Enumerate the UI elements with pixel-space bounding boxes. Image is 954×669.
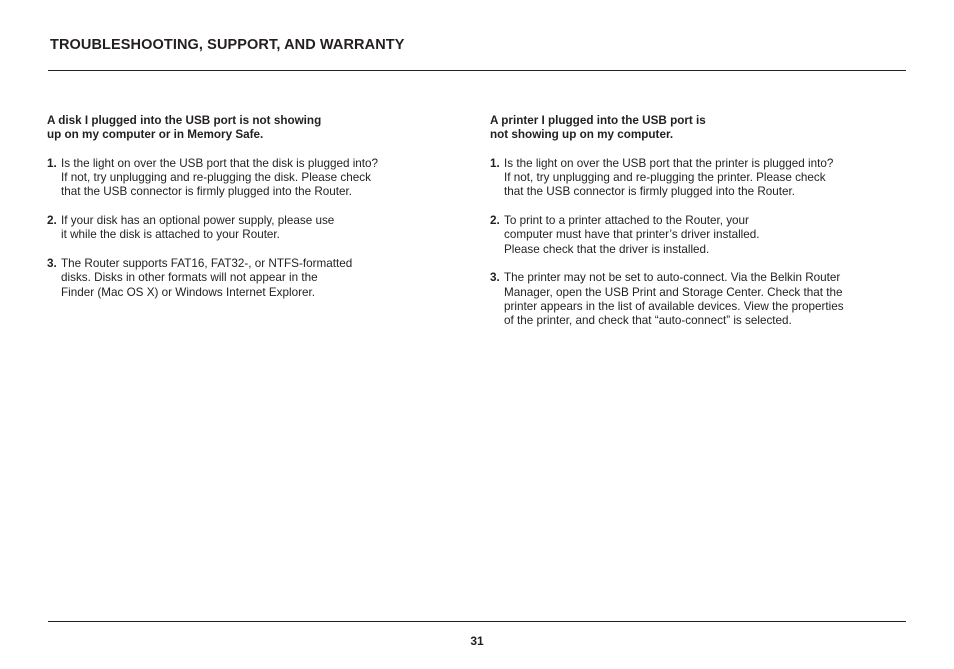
faq-question-printer <box>490 114 900 143</box>
item-line: To print to a printer attached to the Router, your <box>504 214 749 228</box>
question-line: A printer I plugged into the USB port is <box>490 114 706 127</box>
question-line: up on my computer or in Memory Safe. <box>47 128 264 142</box>
item-line: The Router supports FAT16, FAT32-, or NTFS-formatted <box>61 256 353 270</box>
header-divider <box>48 70 906 71</box>
item-line: Finder (Mac OS X) or Windows Internet Explorer. <box>61 285 315 299</box>
item-line: The printer may not be set to auto-connect. Via the Belkin Router <box>504 271 841 285</box>
item-line: Is the light on over the USB port that the disk is plugged into? <box>61 156 379 170</box>
faq-question-disk <box>47 114 447 143</box>
faq-answer-item <box>490 157 900 200</box>
footer-divider <box>48 621 906 622</box>
item-line: If not, try unplugging and re-plugging the disk. Please check <box>61 171 371 185</box>
faq-answer-item <box>490 271 900 328</box>
faq-column-printer <box>490 114 900 343</box>
item-line: that the USB connector is firmly plugged into the Router. <box>504 185 796 199</box>
page-header-title: TROUBLESHOOTING, SUPPORT, AND WARRANTY <box>50 37 405 53</box>
item-line: it while the disk is attached to your Router. <box>61 228 280 242</box>
item-line: If not, try unplugging and re-plugging the printer. Please check <box>504 171 826 185</box>
item-line: of the printer, and check that “auto-connect” is selected. <box>504 314 792 328</box>
item-number: 2. <box>47 214 57 228</box>
question-line: A disk I plugged into the USB port is not showing <box>47 114 322 127</box>
faq-answer-item <box>47 157 447 200</box>
item-line: disks. Disks in other formats will not appear in the <box>61 271 318 285</box>
item-line: Please check that the driver is installed. <box>504 242 710 256</box>
item-number: 1. <box>490 156 500 170</box>
faq-answer-item <box>490 214 900 257</box>
item-line: that the USB connector is firmly plugged into the Router. <box>61 185 353 199</box>
item-line: If your disk has an optional power supply, please use <box>61 214 335 228</box>
item-number: 3. <box>47 256 57 270</box>
question-line: not showing up on my computer. <box>490 128 674 142</box>
item-line: computer must have that printer’s driver installed. <box>504 228 760 242</box>
faq-answer-item <box>47 214 447 243</box>
item-line: Is the light on over the USB port that the printer is plugged into? <box>504 156 834 170</box>
item-line: Manager, open the USB Print and Storage Center. Check that the <box>504 285 843 299</box>
item-line: printer appears in the list of available devices. View the properties <box>504 299 844 313</box>
item-number: 2. <box>490 214 500 228</box>
item-number: 1. <box>47 156 57 170</box>
faq-column-disk <box>47 114 447 314</box>
item-number: 3. <box>490 271 500 285</box>
faq-answer-item <box>47 257 447 300</box>
page-number: 31 <box>470 634 484 648</box>
